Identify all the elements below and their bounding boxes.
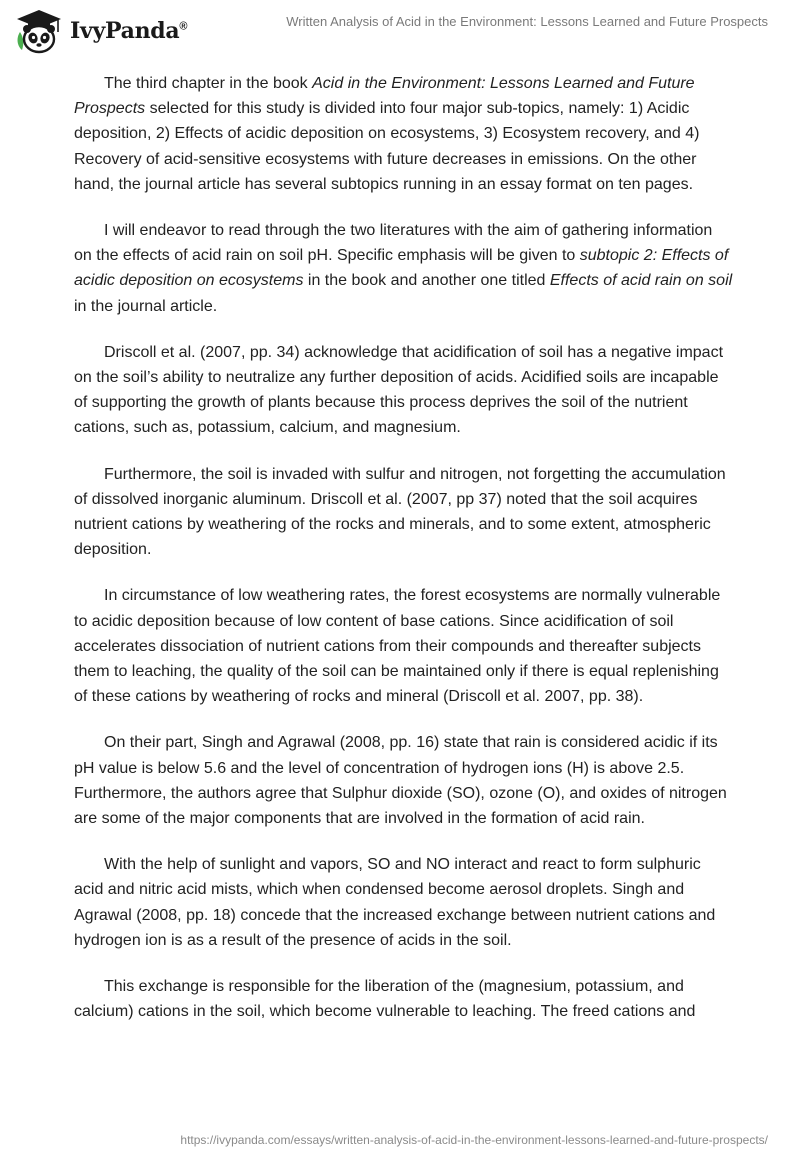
document-title: Written Analysis of Acid in the Environment: Lessons Learned and Future Prospects: [286, 14, 768, 29]
paragraph-text: selected for this study is divided into four major sub-topics, namely: 1) Acidic deposition, 2) Effects of acidic deposition on ecosystems, 3) Ecosystem recovery, and 4) Recovery of acid-sensitive ecosystems with future decreases in emissions. On the other hand, the journal article has several subtopics running in an essay format on ten pages.: [74, 100, 700, 193]
logo-wordmark: IvyPanda: [70, 18, 180, 44]
book-title-italic: Acid in the Environment: Lessons Learned and Future Prospects: [74, 75, 695, 118]
source-url[interactable]: https://ivypanda.com/essays/written-analysis-of-acid-in-the-environment-lessons-learned-and-future-prospects/: [180, 1133, 768, 1147]
paragraph-3: Driscoll et al. (2007, pp. 34) acknowledge that acidification of soil has a negative impact on the soil’s ability to neutralize any further deposition of acids. Acidified soils are incapable of supporting the growth of plants because this process deprives the soil of the nutrient cations, such as, potassium, calcium, and magnesium.: [74, 343, 724, 437]
paragraph-6: On their part, Singh and Agrawal (2008, pp. 16) state that rain is considered acidic if its pH value is below 5.6 and the level of concentration of hydrogen ions (H) is above 2.5. Furthermore, the authors agree that Sulphur dioxide (SO), ozone (O), and oxides of nitrogen are some of the major components that are involved in the formation of acid rain.: [74, 734, 727, 828]
panda-graduate-logo-icon: [14, 8, 64, 54]
page-header: [0, 0, 800, 60]
paragraph-text: I will endeavor to read through the two literatures with the aim of gathering information on the effects of acid rain on soil pH. Specific emphasis will be given to: [74, 222, 713, 265]
ivypanda-logo[interactable]: [14, 8, 187, 54]
article-section-italic: Effects of acid rain on soil: [549, 272, 733, 290]
paragraph-1: [74, 71, 734, 197]
paragraph-8: This exchange is responsible for the liberation of the (magnesium, potassium, and calcium) cations in the soil, which become vulnerable to leaching. The freed cations and: [74, 978, 696, 1021]
paragraph-text: The third chapter in the book: [104, 75, 313, 92]
essay-body: [74, 71, 734, 1046]
paragraph-4: Furthermore, the soil is invaded with sulfur and nitrogen, not forgetting the accumulation of dissolved inorganic aluminum. Driscoll et al. (2007, pp 37) noted that the soil acquires nutrient cations by weathering of the rocks and minerals, and to some extent, atmospheric deposition.: [74, 465, 726, 559]
paragraph-7: With the help of sunlight and vapors, SO and NO interact and react to form sulphuric acid and nitric acid mists, which when condensed become aerosol droplets. Singh and Agrawal (2008, pp. 18) concede that the increased exchange between nutrient cations and hydrogen ion is as a result of the presence of acids in the soil.: [74, 856, 716, 949]
paragraph-5: In circumstance of low weathering rates, the forest ecosystems are normally vulnerable to acidic deposition because of low content of base cations. Since acidification of soil accelerates dissociation of nutrient cations from their compounds and thereafter subjects them to leaching, the quality of the soil can be maintained only if there is equal replenishing of these cations by weathering of rocks and mineral (Driscoll et al. 2007, pp. 38).: [74, 587, 721, 706]
paragraph-text: in the journal article.: [74, 297, 218, 315]
registered-mark: ®: [179, 20, 188, 33]
subtopic-italic: subtopic 2: Effects of acidic deposition on ecosystems: [74, 247, 729, 290]
paragraph-text: in the book and another one titled: [303, 272, 550, 290]
paragraph-2: [74, 218, 734, 319]
